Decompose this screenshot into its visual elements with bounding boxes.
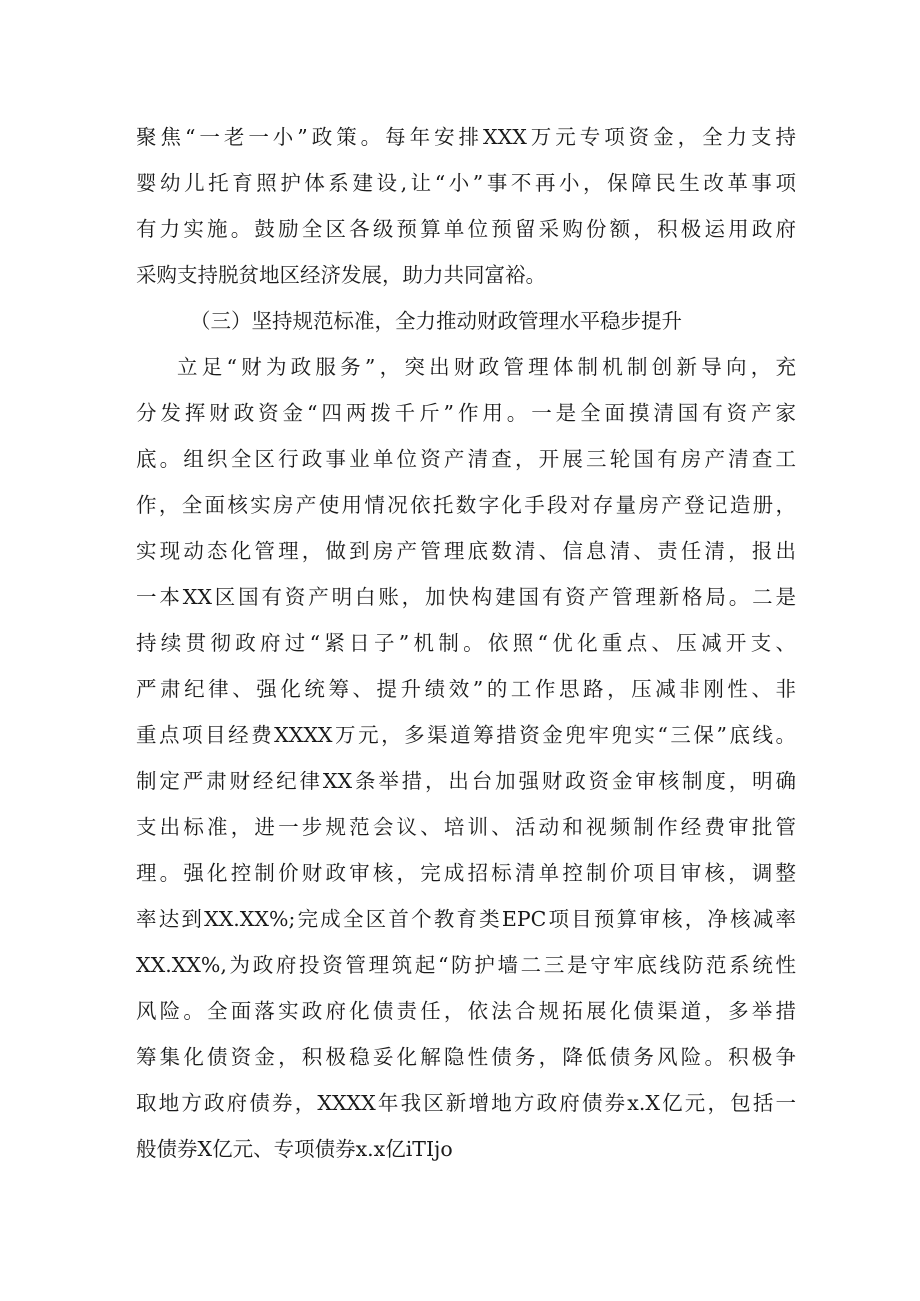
paragraph-line: 聚焦“一老一小”政策。每年安排XXX万元专项资金，全力支持 (136, 125, 796, 149)
paragraph-line: 立足“财为政服务”，突出财政管理体制机制创新导向，充 (177, 355, 796, 379)
section-heading: （三）坚持规范标准，全力推动财政管理水平稳步提升 (190, 309, 682, 333)
paragraph-line: 实现动态化管理，做到房产管理底数清、信息清、责任清，报出 (136, 539, 796, 563)
paragraph-line: 取地方政府债券，XXXX年我区新增地方政府债券x.X亿元，包括一 (136, 1091, 796, 1115)
paragraph-line: XX.XX%,为政府投资管理筑起“防护墙二三是守牢底线防范系统性 (136, 953, 796, 977)
paragraph-line: 有力实施。鼓励全区各级预算单位预留采购份额，积极运用政府 (136, 217, 796, 241)
paragraph-line: 婴幼儿托育照护体系建设,让“小”事不再小，保障民生改革事项 (136, 171, 796, 195)
paragraph-line: 作，全面核实房产使用情况依托数字化手段对存量房产登记造册， (136, 493, 796, 517)
paragraph-line: 采购支持脱贫地区经济发展，助力共同富裕。 (136, 263, 546, 287)
paragraph-line: 理。强化控制价财政审核，完成招标清单控制价项目审核，调整 (136, 861, 796, 885)
paragraph-line: 风险。全面落实政府化债责任，依法合规拓展化债渠道，多举措 (136, 999, 796, 1023)
paragraph-line: 严肃纪律、强化统筹、提升绩效”的工作思路，压减非刚性、非 (136, 677, 796, 701)
paragraph-line: 支出标准，进一步规范会议、培训、活动和视频制作经费审批管 (136, 815, 796, 839)
paragraph-line: 般债券X亿元、专项债券x.x亿iTIjo (136, 1137, 453, 1161)
paragraph-line: 持续贯彻政府过“紧日子”机制。依照“优化重点、压减开支、 (136, 631, 796, 655)
paragraph-line: 底。组织全区行政事业单位资产清查，开展三轮国有房产清查工 (136, 447, 796, 471)
document-body (136, 114, 796, 1172)
paragraph-line: 分发挥财政资金“四两拨千斤”作用。一是全面摸清国有资产家 (136, 401, 796, 425)
paragraph-line: 率达到XX.XX%;完成全区首个教育类EPC项目预算审核，净核减率 (136, 907, 796, 931)
paragraph-line: 制定严肃财经纪律XX条举措，出台加强财政资金审核制度，明确 (136, 769, 796, 793)
paragraph-line: 筹集化债资金，积极稳妥化解隐性债务，降低债务风险。积极争 (136, 1045, 796, 1069)
paragraph-line: 一本XX区国有资产明白账，加快构建国有资产管理新格局。二是 (136, 585, 796, 609)
paragraph-line: 重点项目经费XXXX万元，多渠道筹措资金兜牢兜实“三保”底线。 (136, 723, 796, 747)
